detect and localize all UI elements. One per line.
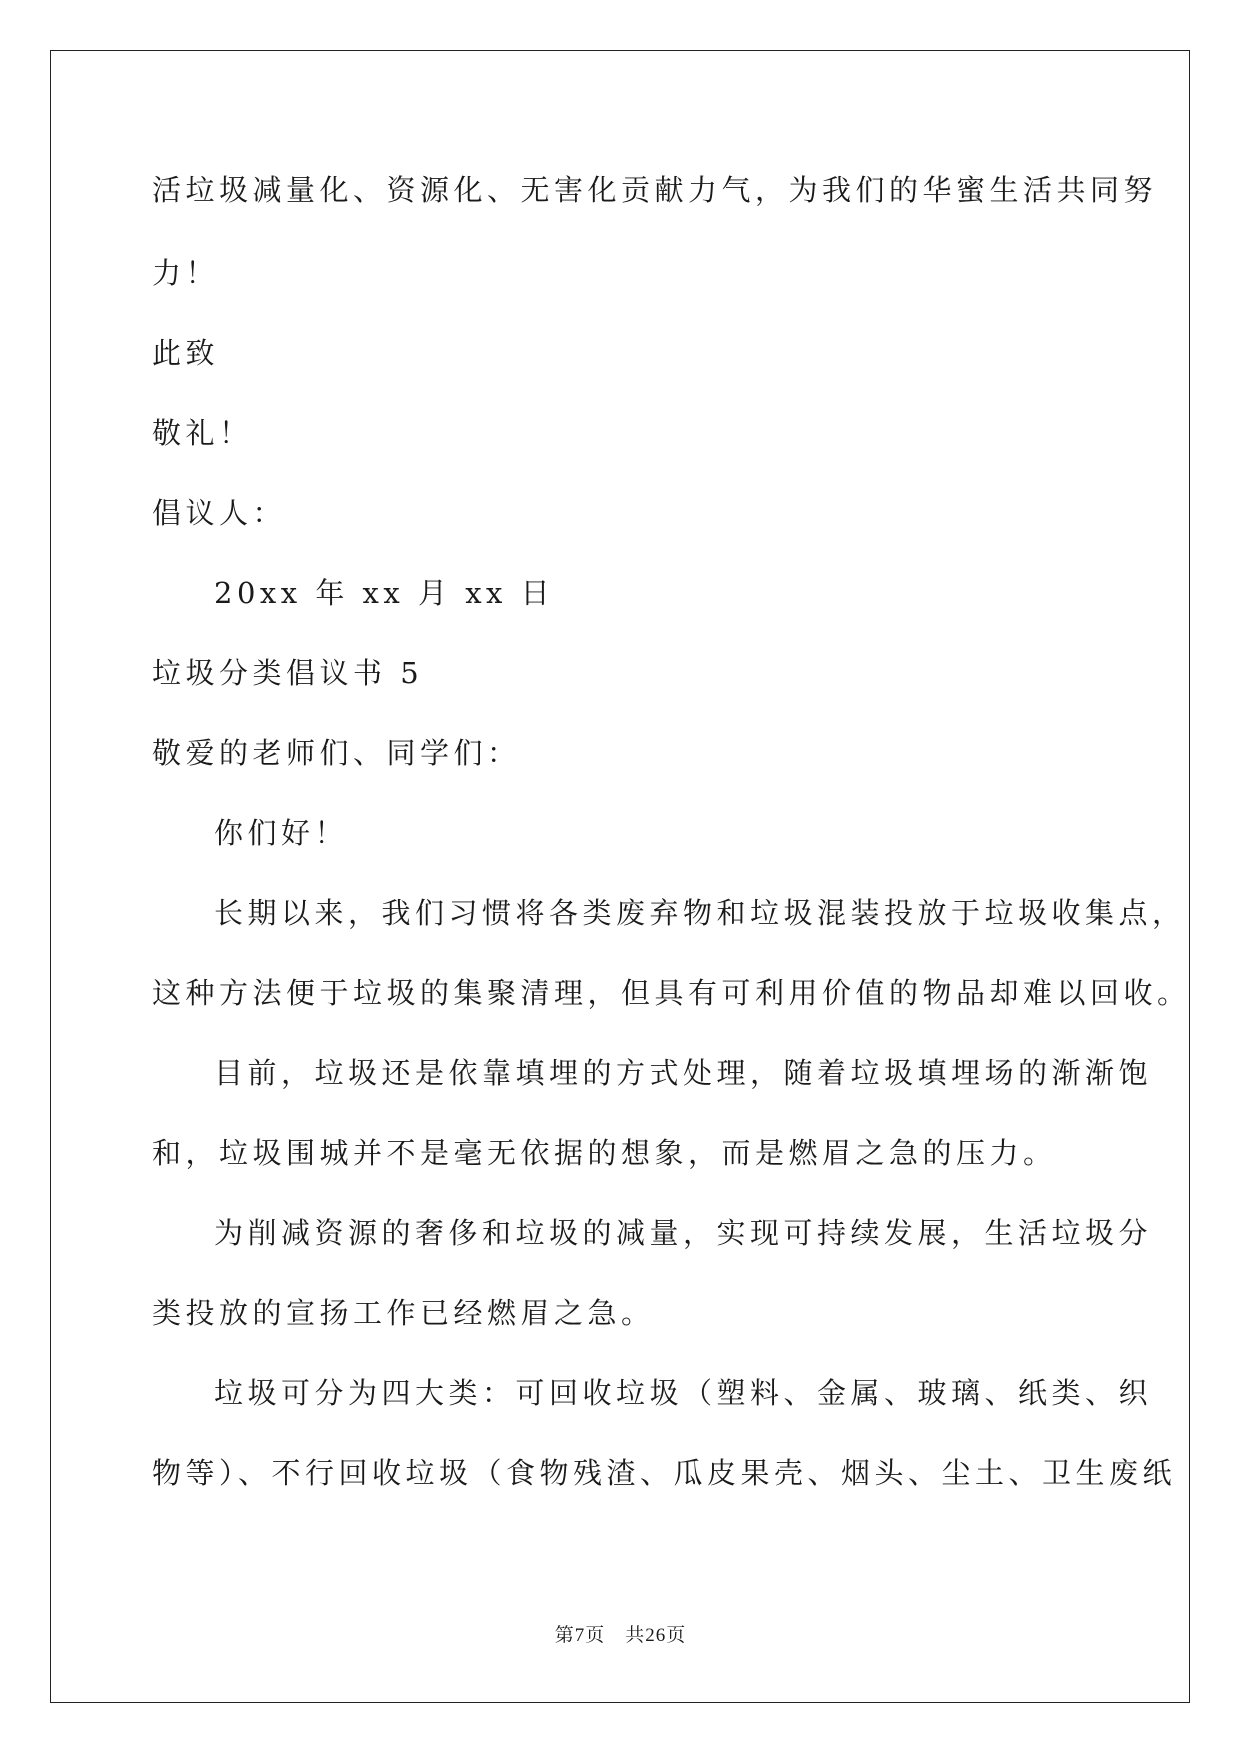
page-suffix: 页 <box>666 1624 687 1646</box>
salutation: 敬爱的老师们、同学们： <box>152 736 521 770</box>
page-footer <box>0 1620 1241 1647</box>
text-line: 活垃圾减量化、资源化、无害化贡献力气，为我们的华蜜生活共同努 <box>152 173 1158 207</box>
page-total: 26 <box>645 1625 667 1646</box>
greeting: 你们好！ <box>214 816 349 850</box>
closing-phrase: 此致 <box>152 336 220 370</box>
text-line: 这种方法便于垃圾的集聚清理，但具有可利用价值的物品却难以回收。 <box>152 976 1191 1010</box>
date-line: 20xx 年 xx 月 xx 日 <box>214 576 555 610</box>
text-line: 力！ <box>152 256 220 290</box>
text-line: 和，垃圾围城并不是毫无依据的想象，而是燃眉之急的压力。 <box>152 1136 1057 1170</box>
text-line: 垃圾可分为四大类：可回收垃圾（塑料、金属、玻璃、纸类、织 <box>214 1376 1153 1410</box>
text-line: 类投放的宣扬工作已经燃眉之急。 <box>152 1296 655 1330</box>
text-line: 为削减资源的奢侈和垃圾的减量，实现可持续发展，生活垃圾分 <box>214 1216 1153 1250</box>
signatory-label: 倡议人： <box>152 496 287 530</box>
text-line: 物等）、不行回收垃圾（食物残渣、瓜皮果壳、烟头、尘土、卫生废纸 <box>152 1456 1177 1490</box>
closing-salutation: 敬礼！ <box>152 416 253 450</box>
text-line: 目前，垃圾还是依靠填埋的方式处理，随着垃圾填埋场的渐渐饱 <box>214 1056 1153 1090</box>
section-heading: 垃圾分类倡议书 5 <box>152 656 424 690</box>
text-line: 长期以来，我们习惯将各类废弃物和垃圾混装投放于垃圾收集点， <box>214 896 1186 930</box>
page-prefix: 第 <box>554 1624 575 1646</box>
page-current: 7 <box>574 1625 586 1646</box>
page-mid: 页 共 <box>585 1624 646 1646</box>
